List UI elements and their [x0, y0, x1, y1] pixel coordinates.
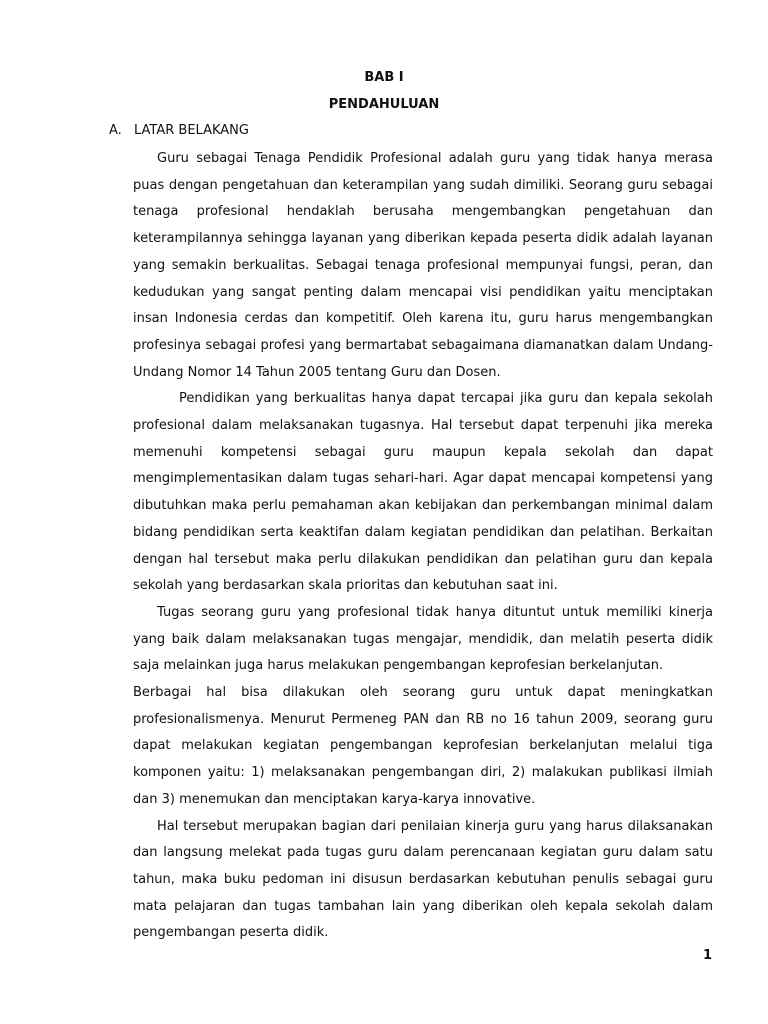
section-letter: A.: [109, 123, 122, 138]
paragraph-5: Hal tersebut merupakan bagian dari penilaian kinerja guru yang harus dilaksanakan dan langsung melekat pada tugas guru dalam perencanaan kegiatan guru dalam satu tahun, maka buku pedoman ini disusun berdasarkan kebutuhan penulis sebagai guru mata pelajaran dan tugas tambahan lain yang diberikan oleh kepala sekolah dalam pengembangan peserta didik.: [133, 818, 713, 941]
page-number: 1: [702, 948, 712, 963]
paragraph-2: Pendidikan yang berkualitas hanya dapat tercapai jika guru dan kepala sekolah profesional dalam melaksanakan tugasnya. Hal tersebut dapat terpenuhi jika mereka memenuhi kompetensi sebagai guru maupun kepala sekolah dan dapat mengimplementasikan dalam tugas sehari-hari. Agar dapat mencapai kompetensi yang dibutuhkan maka perlu pemahaman akan kebijakan dan perkembangan minimal dalam bidang pendidikan serta keaktifan dalam kegiatan pendidikan dan pelatihan. Berkaitan dengan hal tersebut maka perlu dilakukan pendidikan dan pelatihan guru dan kepala sekolah yang berdasarkan skala prioritas dan kebutuhan saat ini.: [133, 391, 713, 594]
document-body: [133, 146, 713, 947]
section-heading: [109, 121, 249, 141]
paragraph-1: Guru sebagai Tenaga Pendidik Profesional adalah guru yang tidak hanya merasa puas dengan pengetahuan dan keterampilan yang sudah dimiliki. Seorang guru sebagai tenaga profesional hendaklah berusaha mengembangkan pengetahuan dan keterampilannya sehingga layanan yang diberikan kepada peserta didik adalah layanan yang semakin berkualitas. Sebagai tenaga profesional mempunyai fungsi, peran, dan kedudukan yang sangat penting dalam mencapai visi pendidikan yaitu menciptakan insan Indonesia cerdas dan kompetitif. Oleh karena itu, guru harus mengembangkan profesinya sebagai profesi yang bermartabat sebagaimana diamanatkan dalam Undang-Undang Nomor 14 Tahun 2005 tentang Guru dan Dosen.: [133, 151, 713, 380]
chapter-label: BAB I: [364, 70, 404, 85]
section-title: LATAR BELAKANG: [134, 123, 249, 138]
paragraph-3: Tugas seorang guru yang profesional tidak hanya dituntut untuk memiliki kinerja yang baik dalam melaksanakan tugas mengajar, mendidik, dan melatih peserta didik saja melainkan juga harus melakukan pengembangan keprofesian berkelanjutan.: [133, 604, 713, 674]
chapter-title: PENDAHULUAN: [328, 97, 440, 112]
paragraph-4: Berbagai hal bisa dilakukan oleh seorang guru untuk dapat meningkatkan profesionalismenya. Menurut Permeneg PAN dan RB no 16 tahun 2009, seorang guru dapat melakukan kegiatan pengembangan keprofesian berkelanjutan melalui tiga komponen yaitu: 1) melaksanakan pengembangan diri, 2) malakukan publikasi ilmiah dan 3) menemukan dan menciptakan karya-karya innovative.: [133, 685, 713, 807]
